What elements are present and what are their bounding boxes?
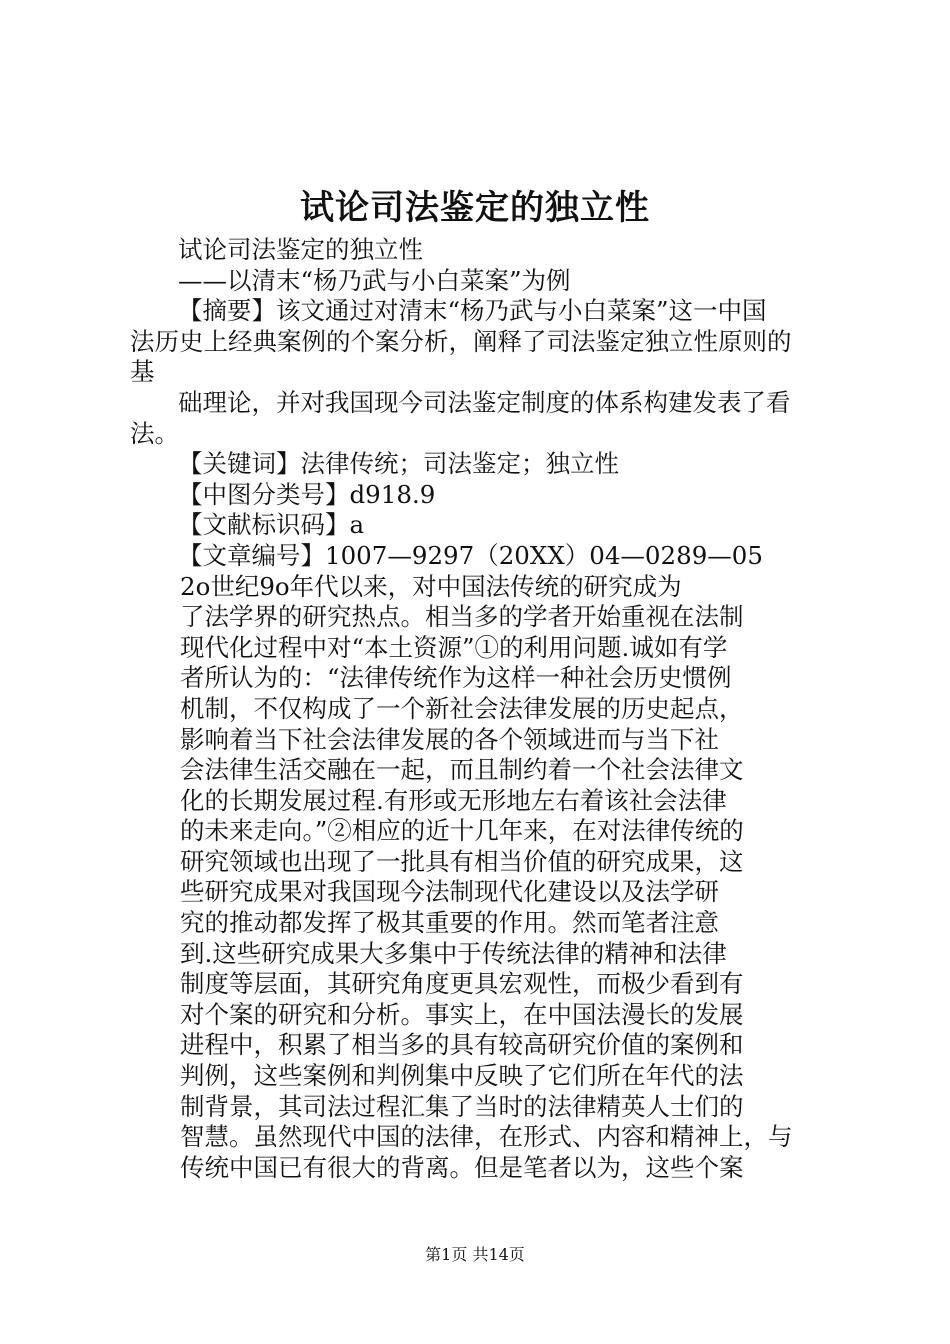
- text-line: 传统中国已有很大的背离。但是笔者以为，这些个案: [180, 1152, 744, 1182]
- text-line: 【摘要】该文通过对清末“杨乃武与小白菜案”这一中国: [178, 296, 767, 326]
- text-line: 影响着当下社会法律发展的各个领域进而与当下社: [180, 724, 719, 754]
- text-line: 化的长期发展过程.有形或无形地左右着该社会法律: [180, 785, 727, 815]
- text-line: 机制，不仅构成了一个新社会法律发展的历史起点，: [180, 693, 744, 723]
- text-line: 究的推动都发挥了极其重要的作用。然而笔者注意: [180, 908, 719, 938]
- text-line: 智慧。虽然现代中国的法律，在形式、内容和精神上，与: [180, 1122, 793, 1152]
- text-line: 会法律生活交融在一起，而且制约着一个社会法律文: [180, 755, 744, 785]
- document-title: 试论司法鉴定的独立性: [300, 188, 650, 228]
- text-line: 的未来走向。”②相应的近十几年来，在对法律传统的: [180, 816, 744, 846]
- text-line: 判例，这些案例和判例集中反映了它们所在年代的法: [180, 1061, 744, 1091]
- text-line: 制度等层面，其研究角度更具宏观性，而极少看到有: [180, 969, 744, 999]
- document-body: [130, 235, 830, 1183]
- text-line: 【文献标识码】a: [178, 510, 365, 540]
- text-line: 研究领域也出现了一批具有相当价值的研究成果，这: [180, 846, 744, 876]
- page-footer: 第1页 共14页: [425, 1245, 525, 1264]
- text-line: 对个案的研究和分析。事实上，在中国法漫长的发展: [180, 999, 744, 1029]
- text-line: 础理论，并对我国现今司法鉴定制度的体系构建发表了看: [178, 387, 791, 417]
- text-line: 现代化过程中对“本土资源”①的利用问题.诚如有学: [180, 632, 728, 662]
- text-line: 制背景，其司法过程汇集了当时的法律精英人士们的: [180, 1091, 744, 1121]
- text-line: 些研究成果对我国现今法制现代化建设以及法学研: [180, 877, 719, 907]
- text-line: 基: [130, 357, 155, 387]
- text-line: 了法学界的研究热点。相当多的学者开始重视在法制: [180, 602, 744, 632]
- text-line: 试论司法鉴定的独立性: [178, 235, 423, 264]
- text-line: 到.这些研究成果大多集中于传统法律的精神和法律: [180, 938, 727, 968]
- text-line: 法。: [130, 418, 179, 448]
- text-line: 【关键词】法律传统；司法鉴定；独立性: [178, 449, 619, 479]
- text-line: ——以清末“杨乃武与小白菜案”为例: [178, 265, 571, 295]
- text-line: 【文章编号】1007—9297（20XX）04—0289—05: [178, 540, 763, 570]
- text-line: 者所认为的：“法律传统作为这样一种社会历史惯例: [180, 663, 732, 693]
- text-line: 【中图分类号】d918.9: [178, 479, 436, 509]
- text-line: 2o世纪9o年代以来，对中国法传统的研究成为: [180, 571, 682, 601]
- text-line: 进程中，积累了相当多的具有较高研究价值的案例和: [180, 1030, 744, 1060]
- text-line: 法历史上经典案例的个案分析，阐释了司法鉴定独立性原则的: [130, 326, 792, 356]
